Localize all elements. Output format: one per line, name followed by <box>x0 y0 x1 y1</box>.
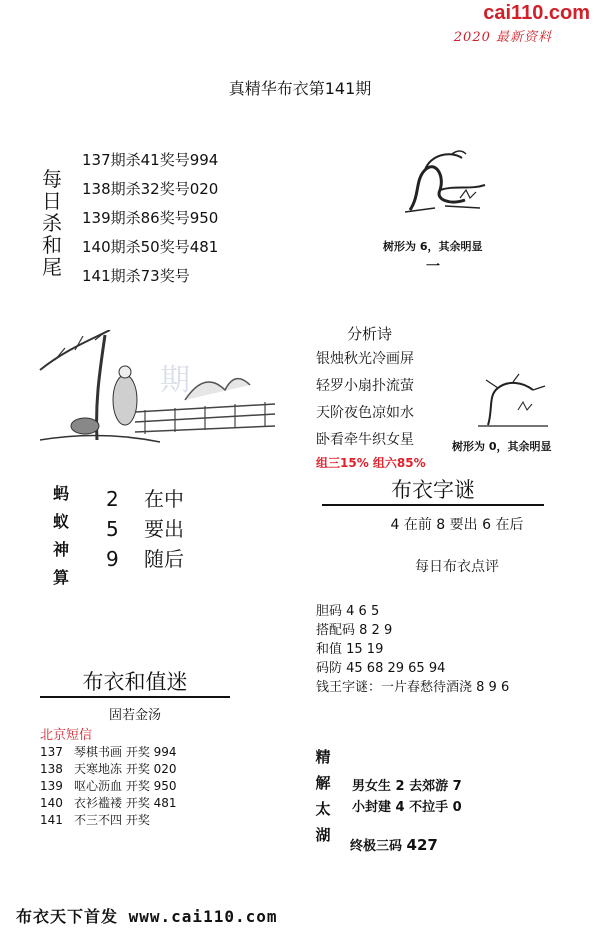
fine-lake-label: 精解太湖 <box>315 748 331 844</box>
list-item: 胆码 4 6 5 <box>316 604 380 619</box>
riddle-title: 布衣字谜 <box>322 474 544 506</box>
sms-text: 不三不四 开奖 <box>74 813 150 827</box>
list-item <box>106 514 184 544</box>
list-item <box>40 778 177 795</box>
footer-source: 布衣天下首发 www.cai110.com <box>16 907 278 926</box>
poem-line: 轻罗小扇扑流萤 <box>316 378 414 394</box>
list-item: 138期杀32奖号020 <box>82 180 219 198</box>
svg-text:期: 期 <box>160 363 190 398</box>
ant-god-label: 蚂蚁神算 <box>52 484 69 587</box>
ant-god-text: 要出 <box>144 517 184 541</box>
daily-kill-list <box>82 146 218 291</box>
issue-number: 139 <box>40 779 63 793</box>
beijing-sms-title: 北京短信 <box>40 728 93 743</box>
sms-text: 呕心沥血 开奖 950 <box>74 779 177 793</box>
sms-text: 琴棋书画 开奖 994 <box>74 745 177 759</box>
list-item: 钱王字谜：一片春愁待酒浇 8 9 6 <box>316 680 510 695</box>
riddle-text: 4 在前 8 要出 6 在后 <box>390 517 524 533</box>
poem-lines <box>316 346 414 454</box>
list-item <box>40 761 177 778</box>
sms-text: 衣衫褴褛 开奖 481 <box>74 796 177 810</box>
tree-illustration-small <box>468 370 558 430</box>
poem-line: 天阶夜色凉如水 <box>316 405 414 421</box>
page-title: 真精华布衣第141期 <box>228 79 372 98</box>
tree-illustration <box>390 140 500 220</box>
list-item <box>40 744 177 761</box>
sms-text: 天寒地冻 开奖 020 <box>74 762 177 776</box>
year-tag: 2020 最新资料 <box>453 30 552 45</box>
list-item: 男女生 2 去郊游 7 <box>352 779 462 794</box>
dash-mark: 一 <box>426 259 440 275</box>
poem-title: 分析诗 <box>347 325 393 343</box>
ant-god-list <box>106 484 184 574</box>
tree-caption: 树形为 6，其余明显 <box>383 240 483 253</box>
list-item: 137期杀41奖号994 <box>82 151 219 169</box>
issue-number: 141 <box>40 813 63 827</box>
ant-god-number: 9 <box>106 547 119 571</box>
list-item <box>106 484 184 514</box>
list-item: 和值 15 19 <box>316 642 384 657</box>
beijing-sms-list <box>40 744 177 829</box>
list-item <box>40 795 177 812</box>
scholar-scene-illustration <box>35 330 275 450</box>
issue-number: 138 <box>40 762 63 776</box>
fine-lake-list <box>352 776 462 818</box>
brand-logo: cai110.com <box>483 2 590 24</box>
review-list <box>316 602 509 697</box>
group-ratio-note: 组三15% 组六85% <box>316 456 426 470</box>
final-code <box>350 835 438 854</box>
sum-riddle-subtitle: 固若金汤 <box>108 708 161 723</box>
list-item: 搭配码 8 2 9 <box>316 623 393 638</box>
review-title: 每日布衣点评 <box>415 559 499 575</box>
poem-line: 银烛秋光冷画屏 <box>316 351 414 367</box>
final-code-value: 427 <box>406 836 438 854</box>
list-item <box>106 544 184 574</box>
ant-god-number: 2 <box>106 487 119 511</box>
list-item <box>40 812 177 829</box>
list-item: 码防 45 68 29 65 94 <box>316 661 446 676</box>
list-item: 140期杀50奖号481 <box>82 238 219 256</box>
issue-number: 140 <box>40 796 63 810</box>
poem-line: 卧看牵牛织女星 <box>316 432 414 448</box>
issue-number: 137 <box>40 745 63 759</box>
list-item: 139期杀86奖号950 <box>82 209 219 227</box>
final-code-label: 终极三码 <box>350 839 403 854</box>
sum-riddle-title: 布衣和值迷 <box>40 666 230 698</box>
tree-caption-small: 树形为 0，其余明显 <box>452 440 552 453</box>
daily-kill-label: 每日杀和尾 <box>42 167 62 279</box>
list-item: 小封建 4 不拉手 0 <box>352 800 462 815</box>
ant-god-text: 在中 <box>144 487 184 511</box>
ant-god-number: 5 <box>106 517 119 541</box>
list-item: 141期杀73奖号 <box>82 267 190 285</box>
ant-god-text: 随后 <box>144 547 184 571</box>
